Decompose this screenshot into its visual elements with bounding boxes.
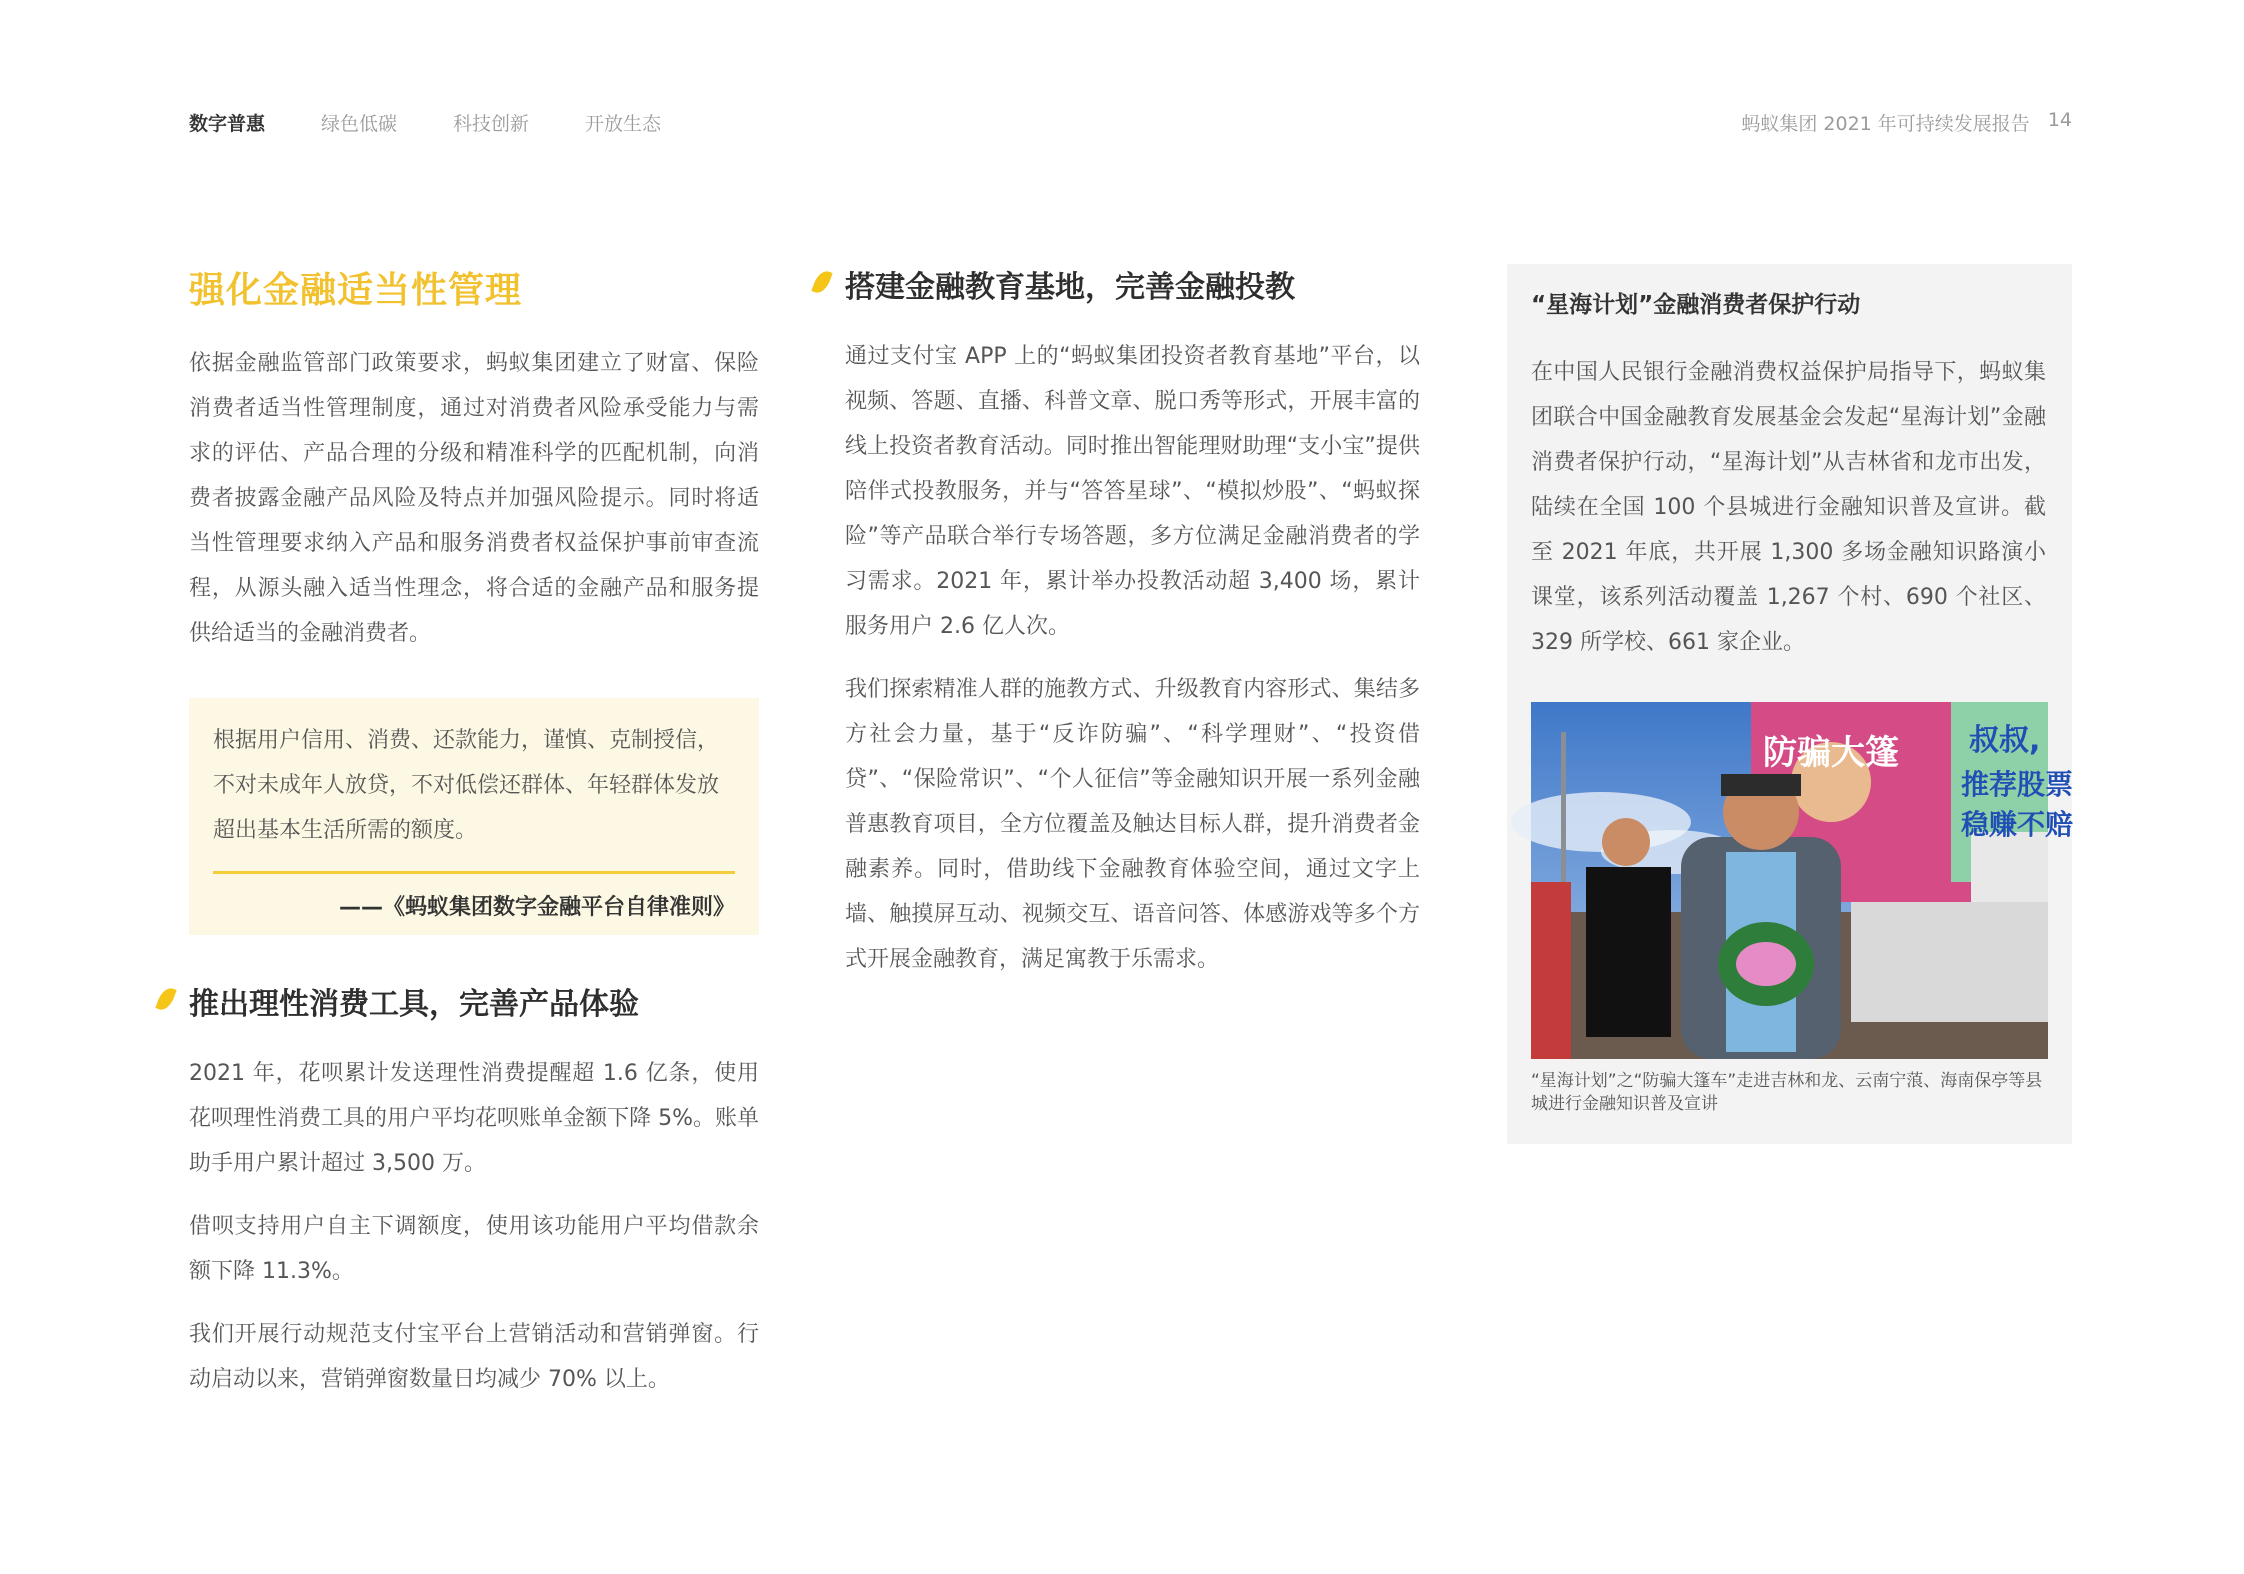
sidebar-title: “星海计划”金融消费者保护行动 bbox=[1531, 292, 1861, 318]
sidebar-text: 在中国人民银行金融消费权益保护局指导下，蚂蚁集团联合中国金融教育发展基金会发起“星海计划”金融消费者保护行动，“星海计划”从吉林省和龙市出发，陆续在全国 100 个县城进行金融知识普及宣讲。截至 2021 年底，共开展 1,300 多场金融知识路演小课堂，该系列活动覆盖 1,267 个村、690 个社区、329 所学校、661 家企业。 bbox=[1531, 360, 2046, 655]
appropriateness-paragraph: 依据金融监管部门政策要求，蚂蚁集团建立了财富、保险消费者适当性管理制度，通过对消费者风险承受能力与需求的评估、产品合理的分级和精准科学的匹配机制，向消费者披露金融产品风险及特点并加强风险提示。同时将适当性管理要求纳入产品和服务消费者权益保护事前审查流程，从源头融入适当性理念，将合适的金融产品和服务提供给适当的金融消费者。 bbox=[189, 351, 759, 646]
jiebei-paragraph: 借呗支持用户自主下调额度，使用该功能用户平均借款余额下降 11.3%。 bbox=[189, 1214, 759, 1284]
report-title: 蚂蚁集团 2021 年可持续发展报告 bbox=[1741, 113, 2030, 135]
rational-consumption-heading-text: 推出理性消费工具，完善产品体验 bbox=[189, 987, 639, 1022]
nav-item-green-low-carbon[interactable]: 绿色低碳 bbox=[321, 113, 398, 135]
banner-text-recommend: 推荐股票 bbox=[1961, 768, 2074, 801]
banner-text-uncle: 叔叔, bbox=[1969, 723, 2041, 758]
section-nav bbox=[189, 109, 661, 136]
investor-education-paragraph: 通过支付宝 APP 上的“蚂蚁集团投资者教育基地”平台，以视频、答题、直播、科普文章、脱口秀等形式，开展丰富的线上投资者教育活动。同时推出智能理财助理“支小宝”提供陪伴式投教服务，并与“答答星球”、“模拟炒股”、“蚂蚁探险”等产品联合举行专场答题，多方位满足金融消费者的学习需求。2021 年，累计举办投教活动超 3,400 场，累计服务用户 2.6 亿人次。 bbox=[845, 344, 1420, 639]
case-study-sidebar bbox=[1507, 264, 2072, 1144]
quote-source: ——《蚂蚁集团数字金融平台自律准则》 bbox=[338, 895, 735, 920]
middle-column bbox=[845, 262, 1420, 1000]
nav-item-tech-innovation[interactable]: 科技创新 bbox=[453, 113, 530, 135]
page-number: 14 bbox=[2047, 109, 2072, 131]
report-header bbox=[1741, 109, 2072, 136]
huabei-paragraph: 2021 年，花呗累计发送理性消费提醒超 1.6 亿条，使用花呗理性消费工具的用户平均花呗账单金额下降 5%。账单助手用户累计超过 3,500 万。 bbox=[189, 1061, 759, 1176]
left-column bbox=[189, 262, 759, 1420]
financial-education-heading-text: 搭建金融教育基地，完善金融投教 bbox=[845, 270, 1295, 305]
photo-caption: “星海计划”之“防骗大篷车”走进吉林和龙、云南宁蒗、海南保亭等县城进行金融知识普及宣讲 bbox=[1531, 1071, 2043, 1114]
banner-text-anti-fraud: 防骗大篷 bbox=[1763, 733, 1899, 773]
nav-item-open-ecosystem[interactable]: 开放生态 bbox=[585, 113, 662, 135]
appropriateness-heading: 强化金融适当性管理 bbox=[189, 270, 523, 311]
quote-text: 根据用户信用、消费、还款能力，谨慎、克制授信，不对未成年人放贷，不对低偿还群体、年轻群体发放超出基本生活所需的额度。 bbox=[213, 728, 720, 843]
event-photo-illustration bbox=[1531, 702, 2074, 1059]
quote-divider bbox=[213, 871, 735, 874]
event-photo bbox=[1531, 702, 2074, 1059]
education-projects-paragraph: 我们探索精准人群的施教方式、升级教育内容形式、集结多方社会力量，基于“反诈防骗”、“科学理财”、“投资借贷”、“保险常识”、“个人征信”等金融知识开展一系列金融普惠教育项目，全方位覆盖及触达目标人群，提升消费者金融素养。同时，借助线下金融教育体验空间，通过文字上墙、触摸屏互动、视频交互、语音问答、体感游戏等多个方式开展金融教育，满足寓教于乐需求。 bbox=[845, 677, 1420, 972]
financial-education-heading bbox=[845, 262, 1420, 306]
leaf-bullet-icon bbox=[811, 268, 832, 295]
banner-text-guaranteed: 稳赚不赔 bbox=[1961, 808, 2074, 841]
leaf-bullet-icon bbox=[155, 985, 176, 1012]
marketing-paragraph: 我们开展行动规范支付宝平台上营销活动和营销弹窗。行动启动以来，营销弹窗数量日均减少 70% 以上。 bbox=[189, 1322, 759, 1392]
quote-box bbox=[189, 698, 759, 935]
nav-item-digital-inclusion[interactable]: 数字普惠 bbox=[189, 113, 266, 135]
rational-consumption-heading bbox=[189, 979, 759, 1023]
